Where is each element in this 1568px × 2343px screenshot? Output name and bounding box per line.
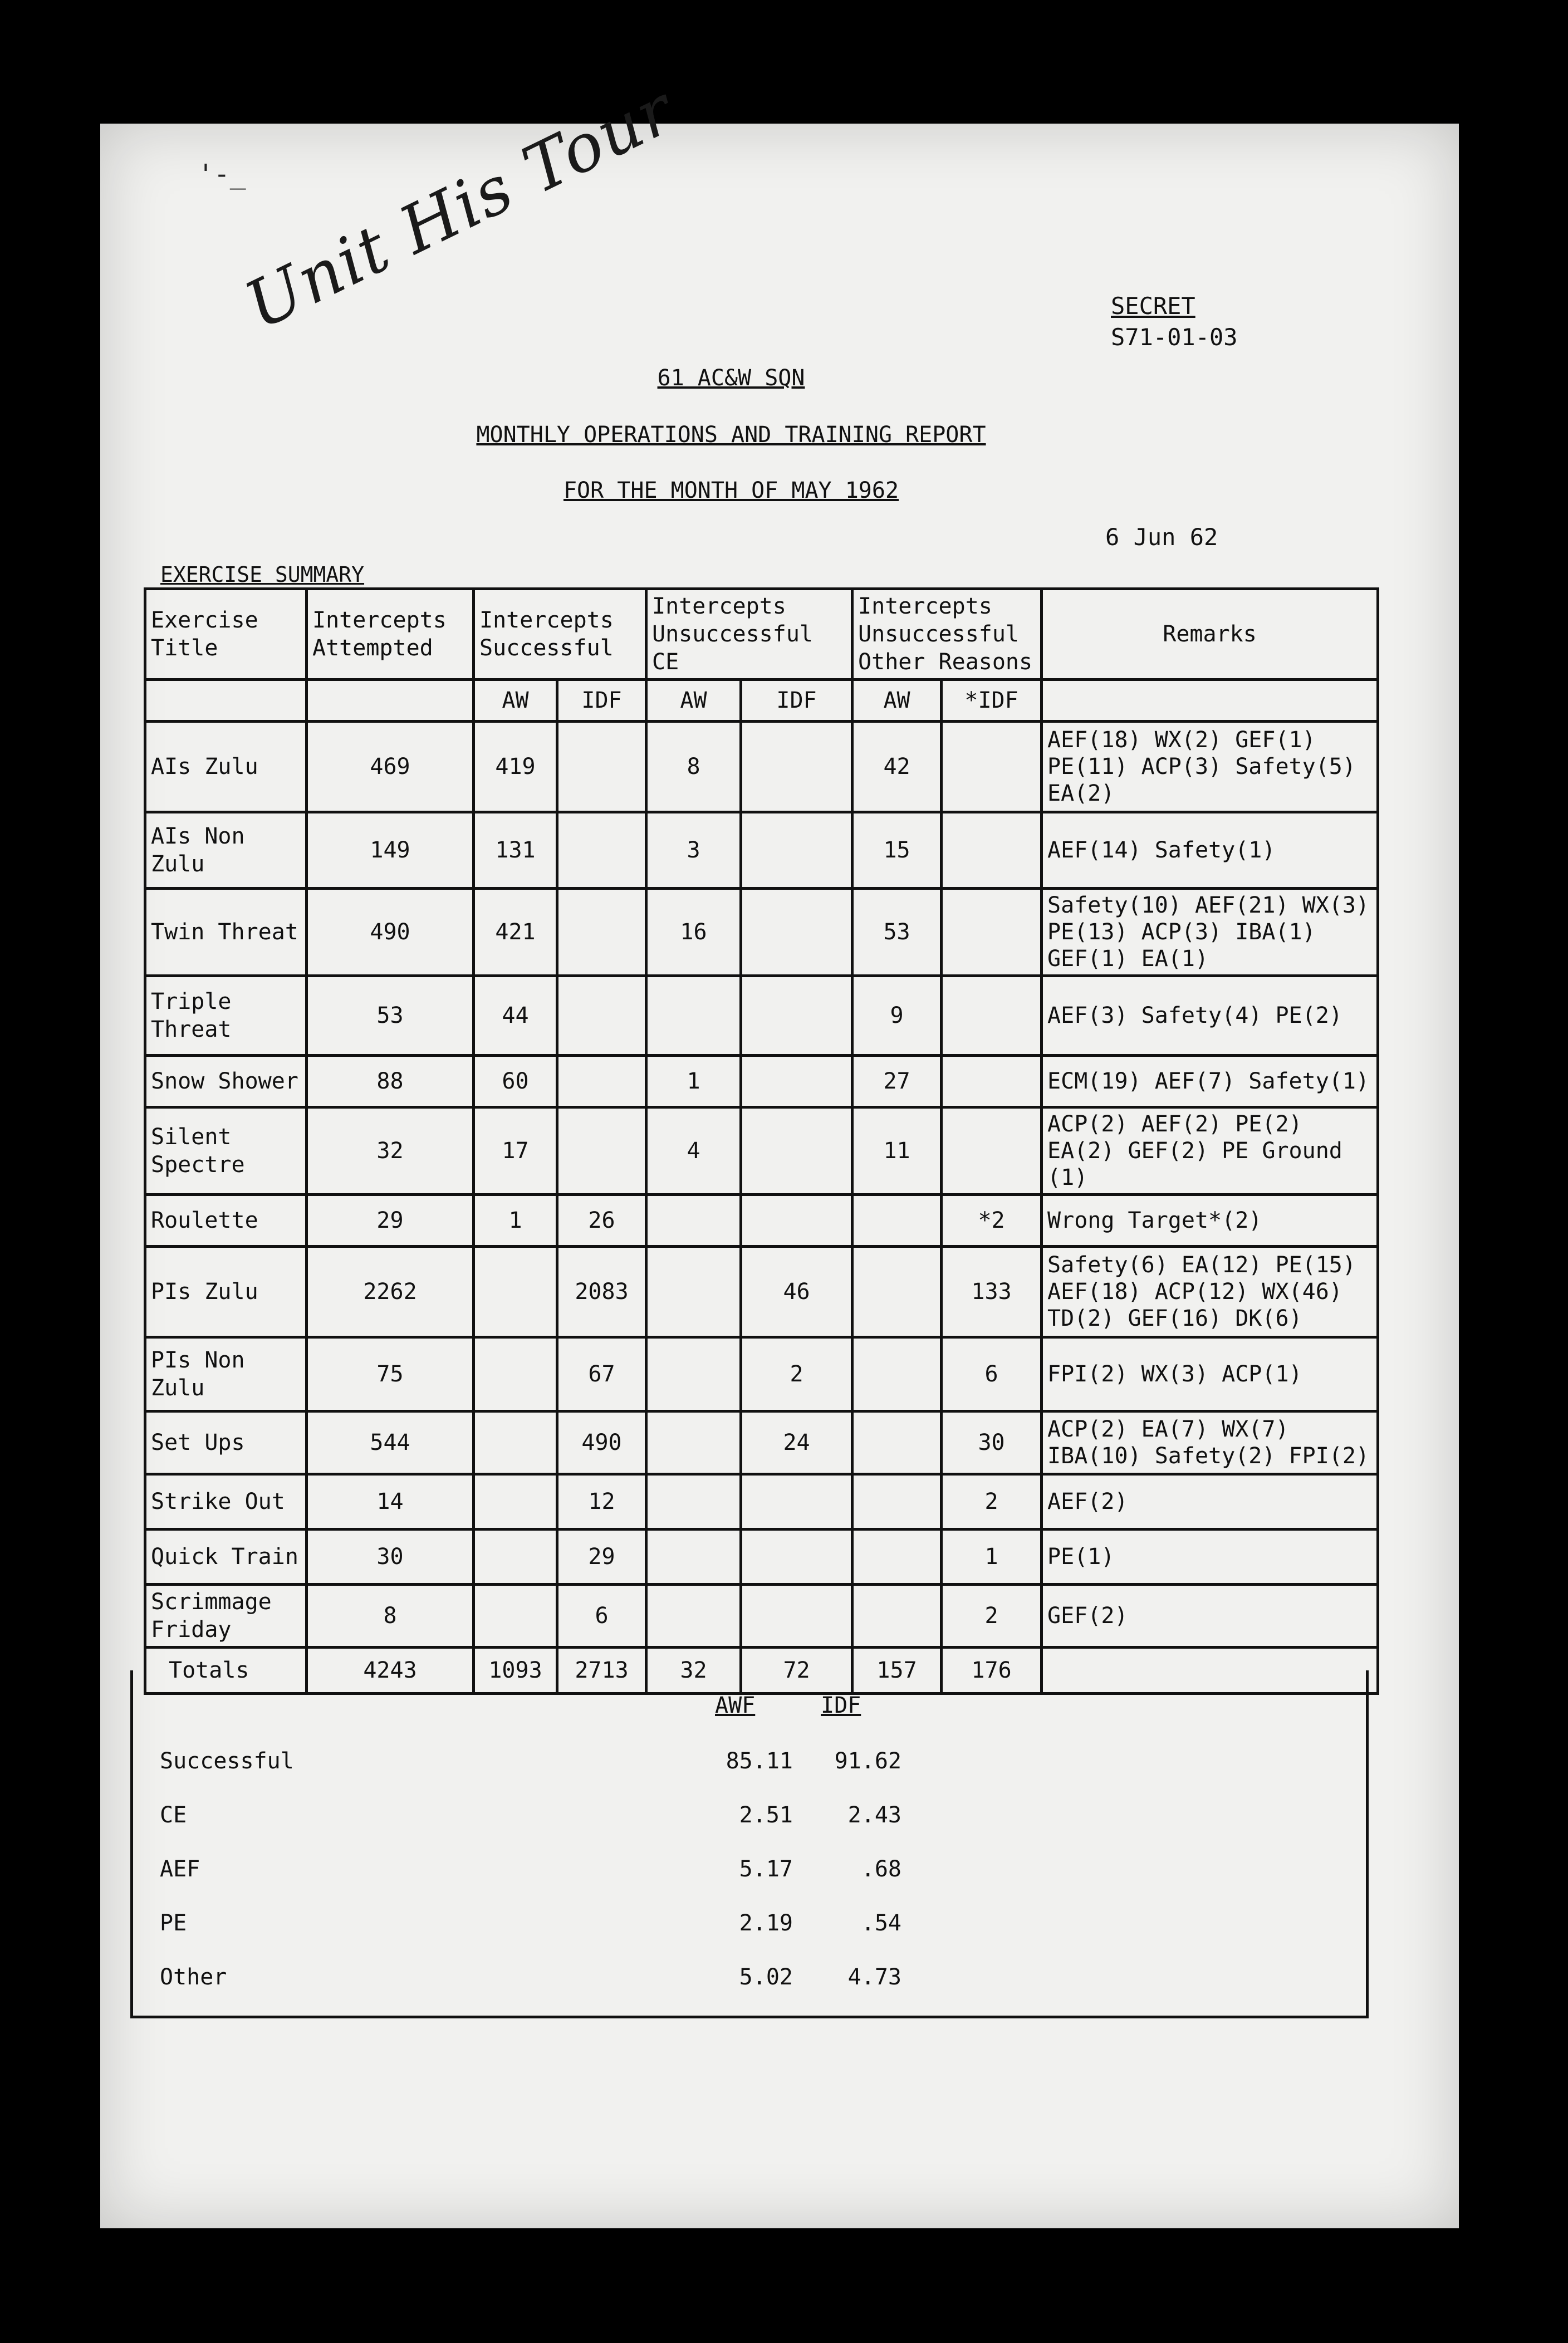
cell-ce-idf xyxy=(741,1585,852,1648)
cell-ce-aw: 8 xyxy=(646,722,741,812)
cell-succ-aw xyxy=(474,1411,557,1474)
cell-ce-aw xyxy=(646,1411,741,1474)
table-row xyxy=(145,1585,1378,1648)
cell-ce-aw xyxy=(646,1474,741,1530)
cell-ce-idf xyxy=(741,722,852,812)
cell-ce-idf: 72 xyxy=(741,1648,852,1694)
cell-oth-idf: *2 xyxy=(942,1195,1042,1247)
cell-ce-aw xyxy=(646,1337,741,1411)
sub-aw-other: AW xyxy=(852,680,942,722)
cell-oth-aw xyxy=(852,1337,942,1411)
cell-oth-idf xyxy=(942,812,1042,889)
percentage-awf: 5.17 xyxy=(739,1856,793,1882)
cell-succ-aw xyxy=(474,1337,557,1411)
cell-oth-aw: 42 xyxy=(852,722,942,812)
cell-title: PIs Zulu xyxy=(145,1247,307,1337)
table-row xyxy=(145,1474,1378,1530)
cell-succ-idf: 12 xyxy=(557,1474,646,1530)
percentage-label: Successful xyxy=(160,1748,294,1774)
table-header-row xyxy=(145,589,1378,680)
cell-remarks: GEF(2) xyxy=(1042,1585,1378,1648)
table-row xyxy=(145,1056,1378,1107)
cell-succ-aw: 17 xyxy=(474,1107,557,1195)
cell-ce-aw xyxy=(646,1195,741,1247)
cell-remarks: PE(1) xyxy=(1042,1530,1378,1585)
col-unsuccessful-ce: Intercepts Unsuccessful CE xyxy=(646,589,852,680)
cell-ce-idf: 24 xyxy=(741,1411,852,1474)
cell-attempted: 53 xyxy=(307,976,474,1056)
cell-attempted: 88 xyxy=(307,1056,474,1107)
percentage-label: AEF xyxy=(160,1856,200,1882)
cell-remarks: Safety(6) EA(12) PE(15) AEF(18) ACP(12) WX(46) TD(2) GEF(16) DK(6) xyxy=(1042,1247,1378,1337)
cell-oth-aw xyxy=(852,1411,942,1474)
cell-oth-idf xyxy=(942,1107,1042,1195)
cell-oth-idf xyxy=(942,976,1042,1056)
cell-title: Set Ups xyxy=(145,1411,307,1474)
cell-succ-aw: 60 xyxy=(474,1056,557,1107)
cell-succ-aw xyxy=(474,1247,557,1337)
cell-oth-idf: 2 xyxy=(942,1585,1042,1648)
cell-succ-idf: 2713 xyxy=(557,1648,646,1694)
document-number: S71-01-03 xyxy=(1111,323,1238,351)
cell-oth-idf xyxy=(942,889,1042,976)
exercise-summary-label: EXERCISE SUMMARY xyxy=(160,562,365,587)
table-row xyxy=(145,1337,1378,1411)
cell-attempted: 2262 xyxy=(307,1247,474,1337)
percentage-awf: 2.51 xyxy=(739,1802,793,1828)
cell-oth-aw: 9 xyxy=(852,976,942,1056)
col-idf: IDF xyxy=(821,1693,861,1718)
classification-block xyxy=(1111,291,1238,353)
cell-succ-idf: 29 xyxy=(557,1530,646,1585)
cell-succ-idf: 490 xyxy=(557,1411,646,1474)
cell-oth-idf: 176 xyxy=(942,1648,1042,1694)
cell-oth-aw: 157 xyxy=(852,1648,942,1694)
cell-remarks: ACP(2) AEF(2) PE(2) EA(2) GEF(2) PE Ground (1) xyxy=(1042,1107,1378,1195)
cell-ce-idf xyxy=(741,1530,852,1585)
table-row xyxy=(145,889,1378,976)
cell-ce-aw xyxy=(646,1585,741,1648)
percentage-awf: 85.11 xyxy=(726,1748,793,1774)
percentage-label: Other xyxy=(160,1964,227,1990)
cell-succ-aw: 44 xyxy=(474,976,557,1056)
cell-ce-aw: 1 xyxy=(646,1056,741,1107)
percentage-idf: .68 xyxy=(861,1856,901,1882)
percentage-row xyxy=(133,1910,1366,1960)
cell-attempted: 14 xyxy=(307,1474,474,1530)
cell-ce-aw: 16 xyxy=(646,889,741,976)
percentage-idf: 2.43 xyxy=(847,1802,901,1828)
cell-remarks: ECM(19) AEF(7) Safety(1) xyxy=(1042,1056,1378,1107)
classification-level: SECRET xyxy=(1111,292,1195,320)
table-row xyxy=(145,1530,1378,1585)
cell-oth-aw: 11 xyxy=(852,1107,942,1195)
report-title: MONTHLY OPERATIONS AND TRAINING REPORT xyxy=(476,422,986,448)
cell-ce-aw xyxy=(646,976,741,1056)
cell-oth-aw xyxy=(852,1530,942,1585)
cell-oth-idf: 30 xyxy=(942,1411,1042,1474)
cell-attempted: 469 xyxy=(307,722,474,812)
cell-oth-idf: 133 xyxy=(942,1247,1042,1337)
corner-mark: '-_ xyxy=(198,159,246,190)
percentage-idf: .54 xyxy=(861,1910,901,1936)
table-row xyxy=(145,1107,1378,1195)
table-row xyxy=(145,1247,1378,1337)
cell-ce-idf xyxy=(741,1474,852,1530)
cell-attempted: 29 xyxy=(307,1195,474,1247)
table-row xyxy=(145,1195,1378,1247)
cell-succ-aw: 1093 xyxy=(474,1648,557,1694)
col-successful: Intercepts Successful xyxy=(474,589,646,680)
table-subheader-row xyxy=(145,680,1378,722)
exercise-summary-table xyxy=(144,587,1379,1695)
cell-succ-aw: 419 xyxy=(474,722,557,812)
percentage-awf: 5.02 xyxy=(739,1964,793,1990)
cell-ce-idf: 2 xyxy=(741,1337,852,1411)
table-row xyxy=(145,1411,1378,1474)
percentage-idf: 91.62 xyxy=(834,1748,901,1774)
cell-remarks: Safety(10) AEF(21) WX(3) PE(13) ACP(3) IBA(1) GEF(1) EA(1) xyxy=(1042,889,1378,976)
totals-label: Totals xyxy=(145,1648,307,1694)
cell-succ-aw: 131 xyxy=(474,812,557,889)
percentage-row xyxy=(133,1964,1366,2014)
cell-oth-idf xyxy=(942,722,1042,812)
cell-title: AIs Zulu xyxy=(145,722,307,812)
cell-title: Silent Spectre xyxy=(145,1107,307,1195)
cell-succ-aw xyxy=(474,1530,557,1585)
cell-attempted: 149 xyxy=(307,812,474,889)
cell-succ-idf xyxy=(557,889,646,976)
percentage-row xyxy=(133,1856,1366,1906)
unit-name: 61 AC&W SQN xyxy=(657,365,805,391)
cell-attempted: 544 xyxy=(307,1411,474,1474)
sub-idf-successful: IDF xyxy=(557,680,646,722)
cell-oth-idf: 1 xyxy=(942,1530,1042,1585)
cell-ce-idf: 46 xyxy=(741,1247,852,1337)
cell-title: Roulette xyxy=(145,1195,307,1247)
cell-succ-idf xyxy=(557,1107,646,1195)
cell-remarks: Wrong Target*(2) xyxy=(1042,1195,1378,1247)
percentage-row xyxy=(133,1802,1366,1852)
col-awf: AWF xyxy=(715,1693,756,1718)
table-row xyxy=(145,812,1378,889)
cell-title: PIs Non Zulu xyxy=(145,1337,307,1411)
percentage-row xyxy=(133,1748,1366,1798)
cell-ce-idf xyxy=(741,976,852,1056)
cell-title: Scrimmage Friday xyxy=(145,1585,307,1648)
cell-succ-aw: 421 xyxy=(474,889,557,976)
cell-title: Quick Train xyxy=(145,1530,307,1585)
cell-ce-aw xyxy=(646,1530,741,1585)
col-attempted: Intercepts Attempted xyxy=(307,589,474,680)
cell-ce-aw: 32 xyxy=(646,1648,741,1694)
cell-ce-idf xyxy=(741,1195,852,1247)
table-row xyxy=(145,722,1378,812)
percentage-idf: 4.73 xyxy=(847,1964,901,1990)
cell-oth-aw: 27 xyxy=(852,1056,942,1107)
cell-attempted: 30 xyxy=(307,1530,474,1585)
handwritten-note: Unit His Tour xyxy=(233,71,686,344)
cell-succ-idf: 67 xyxy=(557,1337,646,1411)
cell-oth-aw xyxy=(852,1474,942,1530)
cell-remarks: AEF(2) xyxy=(1042,1474,1378,1530)
percentage-label: PE xyxy=(160,1910,187,1936)
cell-oth-idf: 6 xyxy=(942,1337,1042,1411)
table-row xyxy=(145,976,1378,1056)
percentage-summary xyxy=(130,1670,1369,2018)
cell-succ-aw xyxy=(474,1585,557,1648)
cell-succ-idf: 6 xyxy=(557,1585,646,1648)
percentage-label: CE xyxy=(160,1802,187,1828)
table-body xyxy=(145,722,1378,1694)
cell-title: Strike Out xyxy=(145,1474,307,1530)
percentage-awf: 2.19 xyxy=(739,1910,793,1936)
report-period: FOR THE MONTH OF MAY 1962 xyxy=(563,478,899,503)
cell-remarks: AEF(3) Safety(4) PE(2) xyxy=(1042,976,1378,1056)
cell-oth-idf xyxy=(942,1056,1042,1107)
cell-attempted: 75 xyxy=(307,1337,474,1411)
cell-ce-idf xyxy=(741,1107,852,1195)
cell-title: AIs Non Zulu xyxy=(145,812,307,889)
cell-title: Triple Threat xyxy=(145,976,307,1056)
cell-remarks: ACP(2) EA(7) WX(7) IBA(10) Safety(2) FPI(2) xyxy=(1042,1411,1378,1474)
cell-ce-idf xyxy=(741,812,852,889)
cell-succ-idf: 26 xyxy=(557,1195,646,1247)
cell-ce-aw: 4 xyxy=(646,1107,741,1195)
col-remarks: Remarks xyxy=(1042,589,1378,680)
cell-ce-idf xyxy=(741,1056,852,1107)
cell-succ-aw: 1 xyxy=(474,1195,557,1247)
col-unsuccessful-other: Intercepts Unsuccessful Other Reasons xyxy=(852,589,1042,680)
report-date: 6 Jun 62 xyxy=(1105,523,1218,551)
cell-oth-aw xyxy=(852,1195,942,1247)
sub-idf-ce: IDF xyxy=(741,680,852,722)
sub-idf-other: *IDF xyxy=(942,680,1042,722)
cell-succ-aw xyxy=(474,1474,557,1530)
cell-succ-idf xyxy=(557,976,646,1056)
cell-oth-idf: 2 xyxy=(942,1474,1042,1530)
cell-oth-aw: 53 xyxy=(852,889,942,976)
cell-attempted: 4243 xyxy=(307,1648,474,1694)
cell-remarks: AEF(18) WX(2) GEF(1) PE(11) ACP(3) Safety(5) EA(2) xyxy=(1042,722,1378,812)
cell-succ-idf xyxy=(557,1056,646,1107)
cell-succ-idf: 2083 xyxy=(557,1247,646,1337)
cell-ce-aw xyxy=(646,1247,741,1337)
cell-remarks: FPI(2) WX(3) ACP(1) xyxy=(1042,1337,1378,1411)
cell-ce-aw: 3 xyxy=(646,812,741,889)
cell-oth-aw xyxy=(852,1247,942,1337)
cell-succ-idf xyxy=(557,722,646,812)
cell-oth-aw: 15 xyxy=(852,812,942,889)
cell-ce-idf xyxy=(741,889,852,976)
col-exercise-title: Exercise Title xyxy=(145,589,307,680)
cell-title: Snow Shower xyxy=(145,1056,307,1107)
cell-remarks: AEF(14) Safety(1) xyxy=(1042,812,1378,889)
cell-oth-aw xyxy=(852,1585,942,1648)
cell-title: Twin Threat xyxy=(145,889,307,976)
cell-succ-idf xyxy=(557,812,646,889)
cell-attempted: 490 xyxy=(307,889,474,976)
cell-attempted: 32 xyxy=(307,1107,474,1195)
sub-aw-ce: AW xyxy=(646,680,741,722)
sub-aw-successful: AW xyxy=(474,680,557,722)
cell-attempted: 8 xyxy=(307,1585,474,1648)
